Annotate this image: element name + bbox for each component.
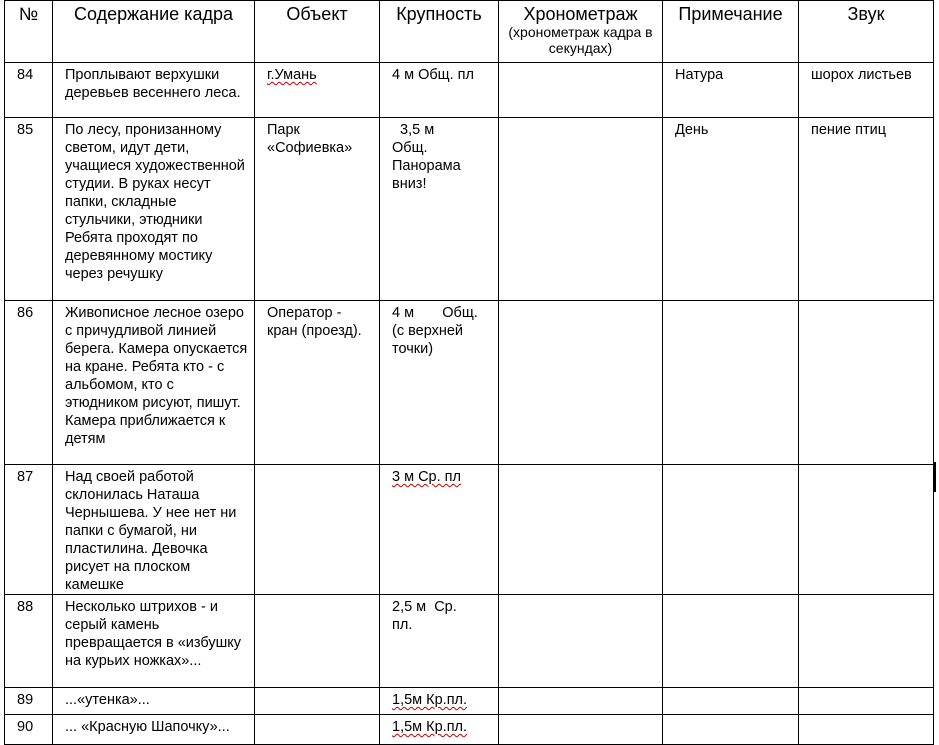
- shot-note: [663, 688, 799, 715]
- shot-sound: [799, 301, 934, 465]
- shot-timing: [499, 595, 663, 688]
- row-number: 86: [5, 301, 53, 465]
- shot-content: Проплывают верхушки деревьев весеннего леса.: [53, 63, 255, 118]
- shot-sound: [799, 688, 934, 715]
- row-number: 85: [5, 118, 53, 301]
- shot-note: [663, 301, 799, 465]
- shot-sound: [799, 715, 934, 745]
- shot-object: [255, 688, 380, 715]
- shot-object: Оператор - кран (проезд).: [255, 301, 380, 465]
- table-row: [5, 595, 934, 688]
- shot-size-line: Панорама: [392, 158, 461, 174]
- header-row: [5, 1, 934, 63]
- shot-size-line: 2,5 м Ср.: [392, 599, 457, 615]
- row-number: 89: [5, 688, 53, 715]
- shot-size: [380, 688, 499, 715]
- shot-object-text: г.Умань: [267, 67, 317, 83]
- shot-object: Парк «Софиевка»: [255, 118, 380, 301]
- shot-size-line: 3,5 м: [392, 122, 435, 138]
- shot-size-text: 3 м Ср. пл: [392, 469, 461, 485]
- shot-content: ... «Красную Шапочку»...: [53, 715, 255, 745]
- shot-content: ...«утенка»...: [53, 688, 255, 715]
- shot-size: [380, 301, 499, 465]
- shot-size: [380, 595, 499, 688]
- row-number: 88: [5, 595, 53, 688]
- shot-timing: [499, 301, 663, 465]
- table-row: [5, 688, 934, 715]
- header-timing-title: Хронометраж: [523, 4, 638, 24]
- shot-sound: пение птиц: [799, 118, 934, 301]
- shot-content: Живописное лесное озеро с причудливой линией берега. Камера опускается на кране. Ребята кто - с альбомом, кто с этюдником рисуют, пишут. Камера приближается к детям: [53, 301, 255, 465]
- shot-timing: [499, 688, 663, 715]
- shot-object: [255, 595, 380, 688]
- shot-size-text: 1,5м Кр.пл.: [392, 719, 468, 735]
- shot-size-line: (с верхней: [392, 323, 464, 339]
- shot-content: Над своей работой склонилась Наташа Чернышева. У нее нет ни папки с бумагой, ни пластилина. Девочка рисует на плоском камешке: [53, 465, 255, 595]
- table-row: [5, 465, 934, 595]
- header-size: Крупность: [380, 1, 499, 63]
- shot-size-line: 4 м Общ.: [392, 305, 478, 321]
- shot-size-line: точки): [392, 341, 434, 357]
- shot-size-text: 4 м Общ. пл: [392, 67, 474, 83]
- shot-sound: [799, 595, 934, 688]
- shot-sound: шорох листьев: [799, 63, 934, 118]
- header-timing: [499, 1, 663, 63]
- shot-object: [255, 465, 380, 595]
- header-sound: Звук: [799, 1, 934, 63]
- shot-content: По лесу, пронизанному светом, идут дети, учащиеся художественной студии. В руках несут папки, складные стульчики, этюдники Ребята проходят по деревянному мостику через речушку: [53, 118, 255, 301]
- shot-size-line: вниз!: [392, 176, 427, 192]
- shot-timing: [499, 465, 663, 595]
- shot-size: [380, 715, 499, 745]
- header-content: Содержание кадра: [53, 1, 255, 63]
- shot-note: Натура: [663, 63, 799, 118]
- shot-content: Несколько штрихов - и серый камень превращается в «избушку на курьих ножках»...: [53, 595, 255, 688]
- shot-size-line: пл.: [392, 617, 413, 633]
- header-timing-subtitle: (хронометраж кадра в секундах): [508, 24, 653, 56]
- shot-note: [663, 715, 799, 745]
- shot-note: День: [663, 118, 799, 301]
- shot-note: [663, 465, 799, 595]
- shot-object: [255, 63, 380, 118]
- row-number: 90: [5, 715, 53, 745]
- shot-size: [380, 465, 499, 595]
- shot-size-line: Общ.: [392, 140, 428, 156]
- shot-list-table: [4, 0, 934, 745]
- shot-size-text: 1,5м Кр.пл.: [392, 692, 468, 708]
- table-row: [5, 63, 934, 118]
- text-cursor: [934, 462, 936, 492]
- header-num: №: [5, 1, 53, 63]
- shot-timing: [499, 715, 663, 745]
- shot-timing: [499, 63, 663, 118]
- row-number: 84: [5, 63, 53, 118]
- row-number: 87: [5, 465, 53, 595]
- table-row: [5, 715, 934, 745]
- table-row: [5, 301, 934, 465]
- table-row: [5, 118, 934, 301]
- header-object: Объект: [255, 1, 380, 63]
- shot-size: [380, 118, 499, 301]
- shot-size: [380, 63, 499, 118]
- header-note: Примечание: [663, 1, 799, 63]
- shot-timing: [499, 118, 663, 301]
- shot-sound: [799, 465, 934, 595]
- shot-object: [255, 715, 380, 745]
- shot-note: [663, 595, 799, 688]
